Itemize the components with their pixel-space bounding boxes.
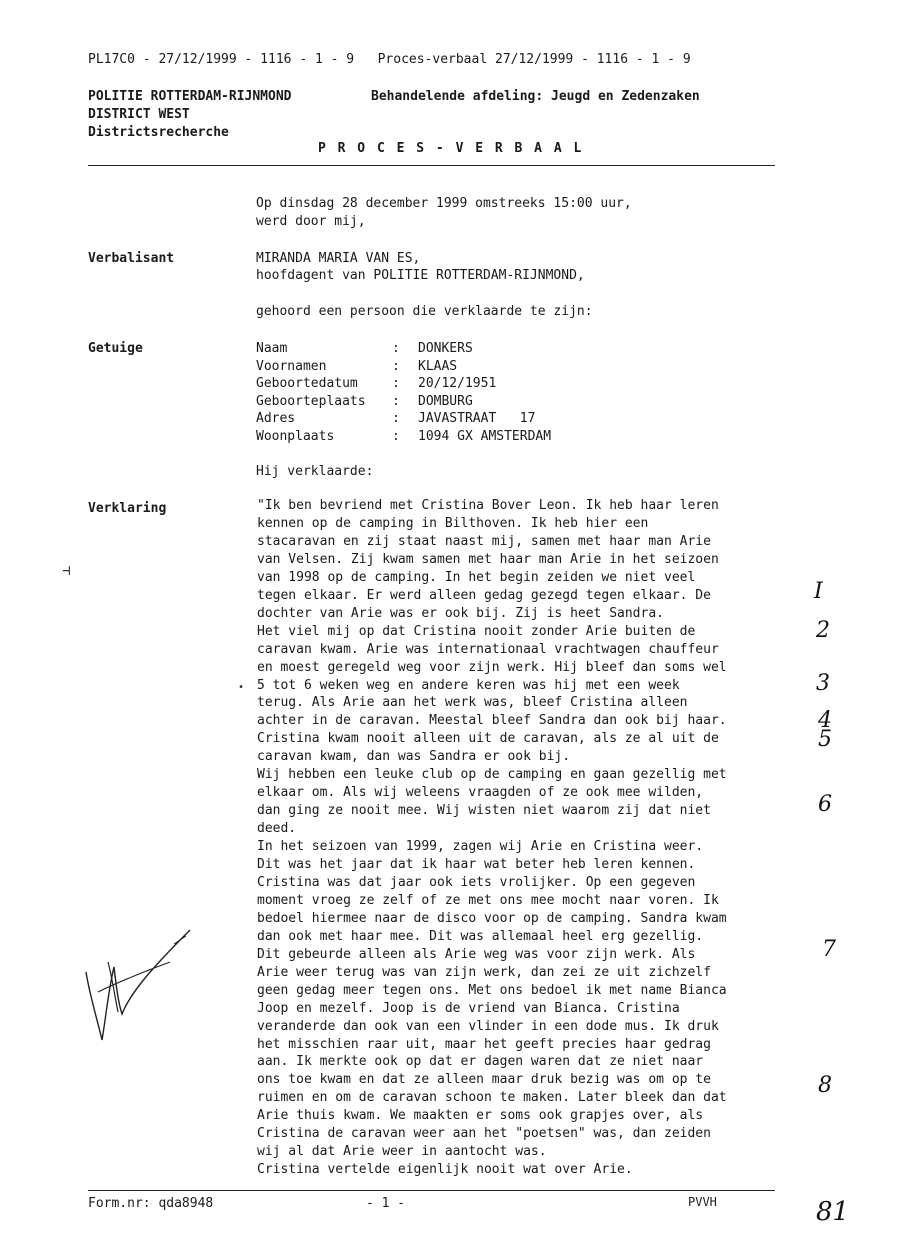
intro-line-2: werd door mij, xyxy=(256,214,366,229)
page-number: - 1 - xyxy=(366,1196,406,1211)
witness-field-value: 1094 GX AMSTERDAM xyxy=(418,429,552,444)
statement-line: geen gedag meer tegen ons. Met ons bedoel ik met name Bianca xyxy=(257,982,727,998)
statement-line: Joop en mezelf. Joop is de vriend van Bianca. Cristina xyxy=(257,1000,680,1016)
witness-field-label: Adres xyxy=(256,411,296,427)
signature xyxy=(78,922,198,1052)
statement-line: In het seizoen van 1999, zagen wij Arie en Cristina weer. xyxy=(257,839,704,855)
statement-line: stacaravan en zij staat naast mij, samen met haar man Arie xyxy=(257,533,711,549)
form-number: Form.nr: qda8948 xyxy=(88,1196,214,1211)
margin-number: 5 xyxy=(818,727,832,752)
statement-line: ons toe kwam en dat ze alleen maar druk bezig was om op te xyxy=(257,1072,711,1088)
margin-number: 2 xyxy=(816,618,830,643)
witness-field-value: DONKERS xyxy=(418,341,473,356)
witness-field-value: DOMBURG xyxy=(418,393,473,409)
statement-line: Dit was het jaar dat ik haar wat beter heb leren kennen. xyxy=(257,857,696,872)
statement-line: en moest geregeld weg voor zijn werk. Hij bleef dan soms wel xyxy=(257,659,727,675)
statement-line: kennen op de camping in Bilthoven. Ik heb hier een xyxy=(257,515,649,531)
witness-field-separator: : xyxy=(392,411,400,427)
handling-department: Behandelende afdeling: Jeugd en Zedenzaken xyxy=(371,89,700,104)
declared-line: Hij verklaarde: xyxy=(256,464,374,479)
margin-number: 6 xyxy=(818,792,832,817)
handwritten-page-number: 81 xyxy=(816,1197,850,1227)
statement-line: achter in de caravan. Meestal bleef Sandra dan ook bij haar. xyxy=(257,713,727,729)
margin-number: 4 xyxy=(818,708,832,733)
verklaring-label: Verklaring xyxy=(88,501,167,516)
statement-line: dan ook met haar mee. Dit was allemaal heel erg gezellig. xyxy=(257,928,704,944)
heard-line: gehoord een persoon die verklaarde te zijn: xyxy=(256,304,593,319)
statement-line: terug. Als Arie aan het werk was, bleef Cristina alleen xyxy=(257,695,688,711)
statement-line: Dit gebeurde alleen als Arie weg was voor zijn werk. Als xyxy=(257,946,696,962)
witness-field-value: 20/12/1951 xyxy=(418,376,497,392)
statement-line: wij al dat Arie weer in aantocht was. xyxy=(257,1144,547,1160)
witness-field-value: JAVASTRAAT 17 xyxy=(418,411,536,427)
footer-divider xyxy=(88,1190,775,1191)
getuige-label: Getuige xyxy=(88,341,143,356)
statement-line: bedoel hiermee naar de disco voor op de camping. Sandra kwam xyxy=(257,910,727,926)
statement-line: het misschien raar uit, maar het geeft precies haar gedrag xyxy=(257,1036,711,1052)
witness-field-label: Geboorteplaats xyxy=(256,393,366,409)
statement-line: caravan kwam, dan was Sandra er ook bij. xyxy=(257,749,571,765)
doc-title: P R O C E S - V E R B A A L xyxy=(318,141,584,156)
statement-line: van 1998 op de camping. In het begin zeiden we niet veel xyxy=(257,569,696,585)
statement-line: aan. Ik merkte ook op dat er dagen waren dat ze niet naar xyxy=(257,1054,704,1070)
statement-line: 5 tot 6 weken weg en andere keren was hij met een week xyxy=(257,677,680,693)
intro-line-1: Op dinsdag 28 december 1999 omstreeks 15:00 uur, xyxy=(256,196,632,211)
statement-line: van Velsen. Zij kwam samen met haar man Arie in het seizoen xyxy=(257,551,719,567)
org-line-department: Districtsrecherche xyxy=(88,125,229,140)
statement-line: dochter van Arie was er ook bij. Zij is heet Sandra. xyxy=(257,605,664,621)
verbalisant-rank: hoofdagent van POLITIE ROTTERDAM-RIJNMOND, xyxy=(256,268,585,283)
org-line-district: DISTRICT WEST xyxy=(88,107,190,122)
footer-code: PVVH xyxy=(688,1195,717,1209)
witness-field-separator: : xyxy=(392,358,400,374)
statement-line: ruimen en om de caravan schoon te maken. Later bleek dan dat xyxy=(257,1090,727,1106)
statement-line: deed. xyxy=(257,821,297,837)
statement-line: dan ging ze nooit mee. Wij wisten niet waarom zij dat niet xyxy=(257,803,711,819)
document-header-reference: PL17C0 - 27/12/1999 - 1116 - 1 - 9 Proces-verbaal 27/12/1999 - 1116 - 1 - 9 xyxy=(88,52,691,67)
witness-field-separator: : xyxy=(392,341,400,356)
statement-line: caravan kwam. Arie was internationaal vrachtwagen chauffeur xyxy=(257,641,719,657)
statement-line: Cristina vertelde eigenlijk nooit wat over Arie. xyxy=(257,1162,633,1178)
witness-field-label: Woonplaats xyxy=(256,429,335,444)
verbalisant-label: Verbalisant xyxy=(88,251,175,266)
title-divider xyxy=(88,165,775,166)
statement-line: veranderde dan ook van een vlinder in een dode mus. Ik druk xyxy=(257,1018,719,1034)
statement-line: Arie thuis kwam. We maakten er soms ook grapjes over, als xyxy=(257,1108,704,1124)
witness-field-separator: : xyxy=(392,376,400,392)
witness-field-separator: : xyxy=(392,429,400,444)
margin-number: 8 xyxy=(818,1073,832,1098)
statement-line: Arie weer terug was van zijn werk, dan zei ze uit zichzelf xyxy=(257,964,711,980)
margin-number: 7 xyxy=(822,937,836,962)
witness-field-value: KLAAS xyxy=(418,358,458,374)
witness-field-label: Naam xyxy=(256,341,288,356)
witness-field-label: Geboortedatum xyxy=(256,376,358,392)
statement-line: Het viel mij op dat Cristina nooit zonder Arie buiten de xyxy=(257,623,696,639)
margin-tick-mark: ⊣ xyxy=(62,563,71,579)
org-line-police: POLITIE ROTTERDAM-RIJNMOND xyxy=(88,89,292,104)
margin-dot-mark: • xyxy=(238,682,245,693)
statement-line: Cristina de caravan weer aan het "poetsen" was, dan zeiden xyxy=(257,1126,711,1142)
statement-line: tegen elkaar. Er werd alleen gedag gezegd tegen elkaar. De xyxy=(257,587,711,603)
margin-number: 3 xyxy=(816,671,830,696)
statement-line: moment vroeg ze zelf of ze met ons mee mocht naar voren. Ik xyxy=(257,892,719,908)
statement-line: "Ik ben bevriend met Cristina Bover Leon. Ik heb haar leren xyxy=(257,498,719,513)
statement-line: elkaar om. Als wij weleens vraagden of ze ook mee wilden, xyxy=(257,785,704,801)
verbalisant-name: MIRANDA MARIA VAN ES, xyxy=(256,251,421,266)
statement-line: Cristina was dat jaar ook iets vrolijker. Op een gegeven xyxy=(257,874,696,890)
statement-line: Wij hebben een leuke club op de camping en gaan gezellig met xyxy=(257,767,727,783)
margin-number: I xyxy=(814,579,823,604)
witness-field-label: Voornamen xyxy=(256,358,327,374)
witness-field-separator: : xyxy=(392,393,400,409)
statement-line: Cristina kwam nooit alleen uit de caravan, als ze al uit de xyxy=(257,731,719,747)
